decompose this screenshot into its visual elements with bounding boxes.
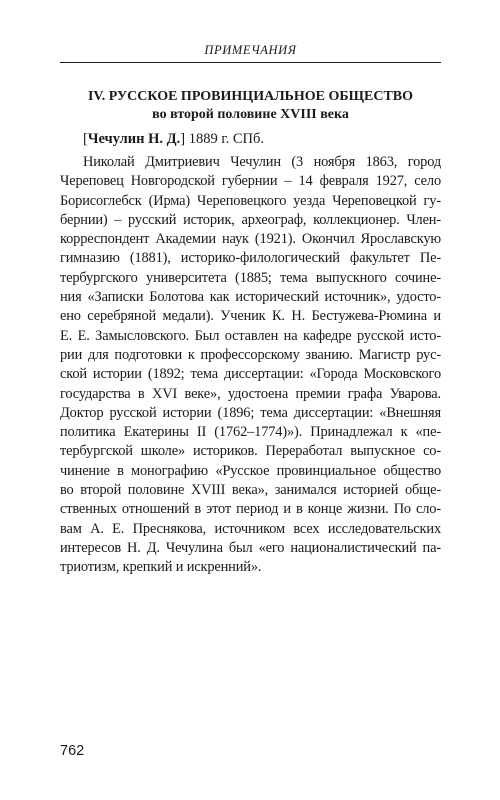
- bibliographic-entry: [83, 130, 264, 148]
- section-title: [60, 88, 441, 124]
- body-line: гимназию (1881), историко-филологический факультет Пе-: [60, 250, 441, 267]
- body-line: корреспондент Академии наук (1921). Окончил Ярославскую: [60, 231, 441, 248]
- body-line: чинение в монографию «Русское провинциальное общество: [60, 462, 441, 479]
- body-line: ния «Записки Болотова как исторический источник», удосто-: [60, 289, 441, 306]
- body-paragraph: [60, 153, 441, 578]
- body-line: тербургской школе» историков. Переработал выпускное со-: [60, 443, 441, 460]
- body-line: тербургского университета (1885; тема выпускного сочине-: [60, 269, 441, 286]
- body-line: Борисоглебск (Ирма) Череповецкого уезда Череповецкой гу-: [60, 192, 441, 209]
- body-line: интересов Н. Д. Чечулина был «его националистический па-: [60, 539, 441, 556]
- entry-author: Чечулин Н. Д.: [87, 131, 181, 147]
- body-line: ено серебряной медали). Ученик К. Н. Бестужева-Рюмина и: [60, 308, 441, 325]
- bracket-open: [: [83, 131, 88, 147]
- body-line: Череповец Новгородской губернии – 14 февраля 1927, село: [60, 173, 441, 190]
- body-line: рии для подготовки к профессорскому званию. Магистр рус-: [60, 346, 441, 363]
- running-head: ПРИМЕЧАНИЯ: [204, 43, 297, 57]
- body-line: Е. Е. Замысловского. Был оставлен на кафедре русской исто-: [60, 327, 441, 344]
- body-line: политика Екатерины II (1762–1774)»). Принадлежал к «пе-: [60, 424, 441, 441]
- body-line: Доктор русской истории (1896; тема диссертации: «Внешняя: [60, 404, 441, 421]
- body-line: Николай Дмитриевич Чечулин (3 ноября 1863, город: [83, 154, 441, 170]
- body-line: ской истории (1892; тема диссертации: «Города Московского: [60, 366, 441, 383]
- header-rule: [60, 62, 441, 63]
- body-line: вам А. Е. Преснякова, источником всех исследовательских: [60, 520, 441, 537]
- entry-imprint: 1889 г. СПб.: [185, 131, 265, 147]
- body-line: бернии) – русский историк, археограф, коллекционер. Член-: [60, 211, 441, 228]
- page-number: 762: [60, 743, 85, 759]
- section-title-line-1: IV. РУССКОЕ ПРОВИНЦИАЛЬНОЕ ОБЩЕСТВО: [87, 89, 414, 104]
- body-line: во второй половине XVIII века», занимался историей обще-: [60, 482, 441, 499]
- body-line: государства в XVI веке», удостоена премии графа Уварова.: [60, 385, 441, 402]
- body-line: триотизм, крепкий и искренний».: [60, 559, 262, 576]
- body-line: ственных отношений в этот период и в конце жизни. По сло-: [60, 501, 441, 518]
- section-title-line-2: во второй половине XVIII века: [152, 107, 349, 122]
- bracket-close: ]: [180, 131, 186, 147]
